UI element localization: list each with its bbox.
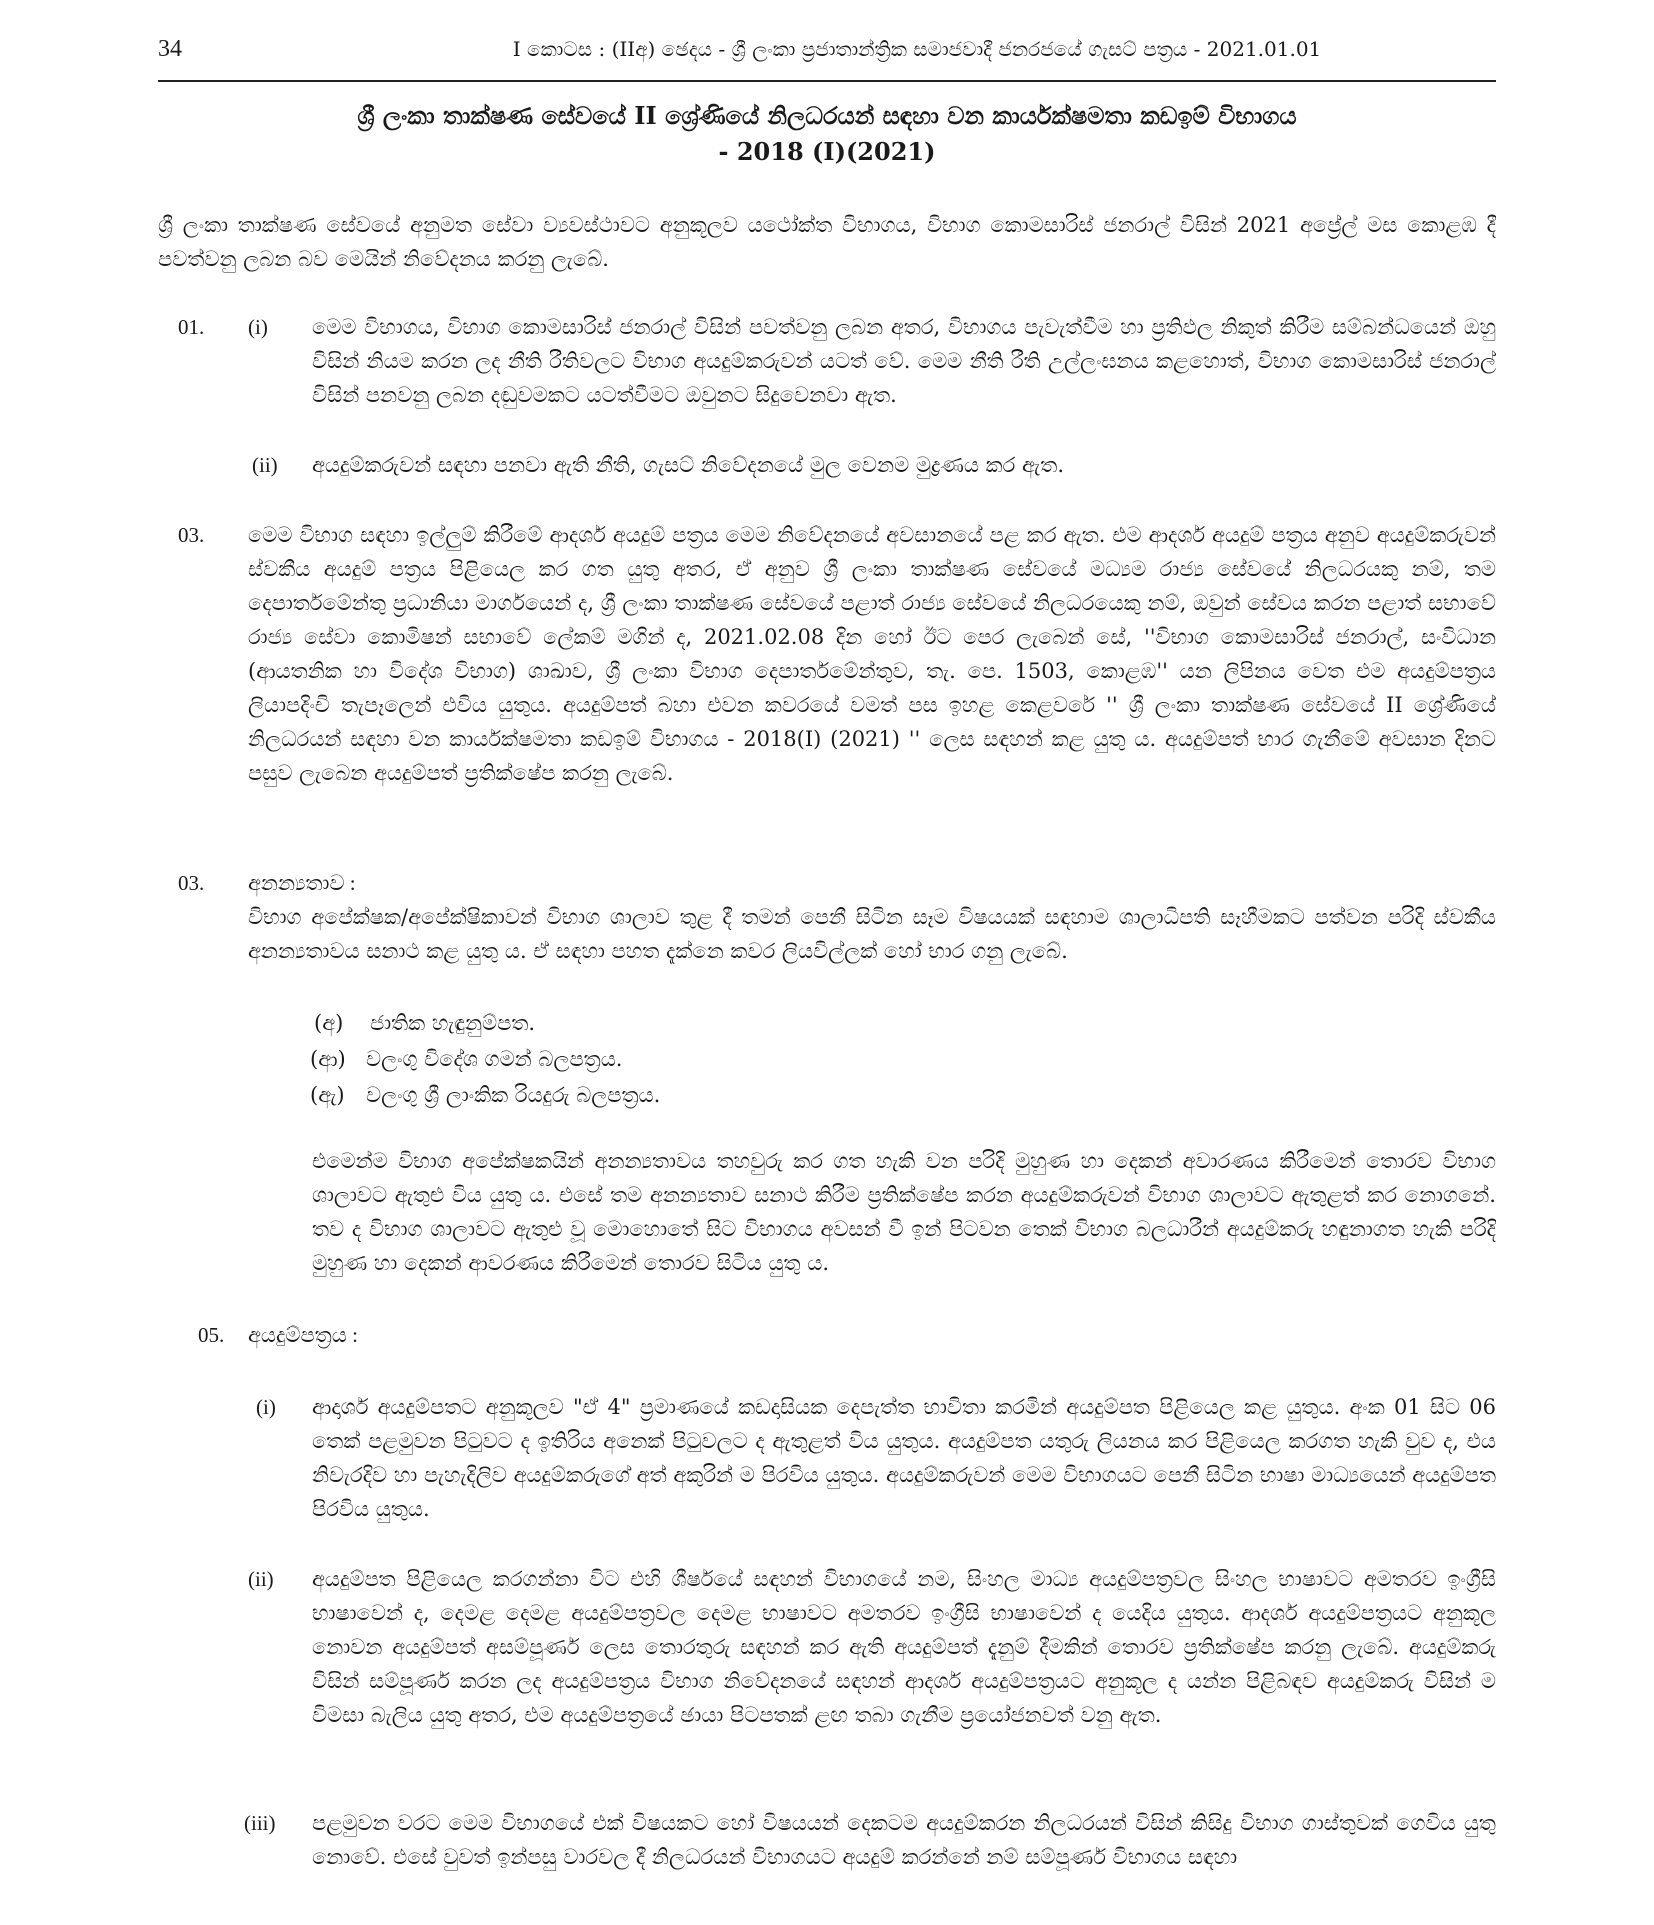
section-3-text-1: විභාග අපේක්ෂක/අපේක්ෂිකාවන් විභාග ශාලාව තුළ දී තමන් පෙනී සිටින සෑම විෂයයක් සඳහාම ශාලාධිපති සෑහීමකට පත්වන පරිදි ස්වකීය අනන්‍යතාවය සනාථ කළ යුතු ය. ඒ සඳහා පහත දැක්නෙ කවර ලියවිල්ලක් හෝ භාර ගනු ලැබේ. (248, 905, 1496, 963)
section-5-iii-text: පළමුවන වරට මෙම විභාගයේ එක් විෂයකට හෝ විෂයයන් දෙකටම අයදුම්කරන නිලධරයන් විසින් කිසිදු විභාග ගාස්තුවක් ගෙවිය යුතු නොවේ. එසේ වුවත් ඉන්පසු වාරවල දී නිලධරයන් විභාගයට අයදුම් කරන්නේ නම් සම්පූර්ණ විභාගය සඳහා (312, 1811, 1496, 1869)
section-3-number: 03. (178, 871, 205, 895)
notice-title-line-2: - 2018 (I)(2021) (718, 137, 936, 166)
section-1-ii-label: (ii) (252, 453, 278, 477)
identity-doc-label: (ආ) (310, 1047, 346, 1071)
section-1-i-text: මෙම විභාගය, විභාග කොමසාරිස් ජනරාල් විසින් පවත්වනු ලබන අතර, විභාගය පැවැත්වීම හා ප්‍රතිඵල නිකුත් කිරීම සම්බන්ධයෙන් ඔහු විසින් නියම කරන ලද නීති රීතිවලට විභාග අයදුම්කරුවන් යටත් වේ. මෙම නීති රීති උල්ලංඝනය කළහොත්, විභාග කොමසාරිස් ජනරාල් විසින් පනවනු ලබන දඬුවමකට යටත්වීමට ඔවුනට සිදුවෙනවා ඇත. (312, 315, 1496, 407)
section-5-heading: අයදුම්පත්‍රය : (248, 1323, 358, 1347)
notice-title-line-1: ශ්‍රී ලංකා තාක්ෂණ සේවයේ II ශ්‍රේණියේ නිලධරයන් සඳහා වන කාර්යක්ෂමතා කඩඉම් විභාගය (357, 101, 1297, 130)
section-3-heading: අනන්‍යතාව : (248, 871, 356, 895)
section-3-text-2: එමෙන්ම විභාග අපේක්ෂකයින් අනන්‍යතාවය තහවුරු කර ගත හැකි වන පරිදි මුහුණ හා දෙකන් අවාරණය කිරීමෙන් තොරව විභාග ශාලාවට ඇතුළු විය යුතු ය. එසේ තම අනන්‍යතාව සනාථ කිරීම ප්‍රතික්ෂේප කරන අයදුම්කරුවන් විභාග ශාලාවට ඇතුළත් කර නොගනේ. තව ද විභාග ශාලාවට ඇතුළු වූ මොහොතේ සිට විභාගය අවසන් වී ඉන් පිටවන තෙක් විභාග බලධාරීන් අයදුම්කරු හඳුනාගත හැකි පරිදි මුහුණ හා දෙකන් ආවරණය කිරීමෙන් තොරව සිටිය යුතු ය. (312, 1149, 1496, 1275)
identity-doc-item (310, 1042, 622, 1076)
section-5-iii-label: (iii) (244, 1811, 276, 1835)
identity-doc-label: (අ) (314, 1011, 344, 1035)
identity-doc-text: ජාතික හැඳුනුම්පත. (370, 1011, 536, 1035)
identity-doc-item (314, 1006, 535, 1040)
identity-doc-item (310, 1078, 660, 1112)
section-5-number: 05. (198, 1323, 225, 1347)
section-2-text: මෙම විභාග සඳහා ඉල්ලුම් කිරීමේ ආදර්ශ අයදුම් පත්‍රය මෙම නිවේදනයේ අවසානයේ පළ කර ඇත. එම ආදර්ශ අයදුම් පත්‍රය අනුව අයදුම්කරුවන් ස්වකීය අයදුම් පත්‍රය පිළියෙල කර ගත යුතු අතර, ඒ අනුව ශ්‍රී ලංකා තාක්ෂණ සේවයේ මධ්‍යම රාජ්‍ය සේවයේ නිලධරයකු නම්, තම දෙපාර්තමේන්තු ප්‍රධානියා මාර්ගයෙන් ද, ශ්‍රී ලංකා තාක්ෂණ සේවයේ පළාත් රාජ්‍ය සේවයේ නිලධරයෙකු නම්, ඔවුන් සේවය කරන පළාත් සභාවේ රාජ්‍ය සේවා කොමිෂන් සභාවේ ලේකම් මගින් ද, 2021.02.08 දින හෝ ඊට පෙර ලැබෙන් සේ, ''විභාග කොමසාරිස් ජනරාල්, සංවිධාන (ආයතනික හා විදේශ විභාග) ශාඛාව, ශ්‍රී ලංකා විභාග දෙපාර්තමේන්තුව, තැ. පෙ. 1503, කොළඹ'' යන ලිපිනය වෙත එම අයදුම්පත්‍රය ලියාපදිංචි තැපෑලෙන් එවිය යුතුය. අයදුම්පත් බහා එවන කවරයේ වමත් පස ඉහළ කෙළවරේ '' ශ්‍රී ලංකා තාක්ෂණ සේවයේ II ශ්‍රේණියේ නිලධරයන් සඳහා වන කාර්යක්ෂමතා කඩඉම් විභාගය - 2018(I) (2021) '' ලෙස සඳහන් කළ යුතු ය. අයදුම්පත් භාර ගැනීමේ අවසාන දිනට පසුව ලැබෙන අයදුම්පත් ප්‍රතික්ෂේප කරනු ලැබේ. (248, 523, 1496, 785)
section-5-i-label: (i) (256, 1395, 276, 1419)
section-1-ii-text: අයදුම්කරුවන් සඳහා පනවා ඇති නීති, ගැසට් නිවේදනයේ මුල වෙනම මුද්‍රණය කර ඇත. (312, 453, 1064, 477)
section-5-i-text: ආදාර්ශ අයදුම්පතට අනුකූලව "ඒ 4" ප්‍රමාණයේ කඩදාසියක දෙපැත්ත භාවිතා කරමින් අයදුම්පත පිළියෙල කළ යුතුය. අංක 01 සිට 06 තෙක් පළමුවන පිටුවට ද ඉතිරිය අනෙක් පිටුවලට ද ඇතුළත් විය යුතුය. අයදුම්පත යතුරු ලියනය කර පිළියෙල කරගත හැකි වුව ද, එය නිවැරදිව හා පැහැදිලිව අයදුම්කරුගේ අත් අකුරින් ම පිරවිය යුතුය. අයදුම්කරුවන් මෙම විභාගයට පෙනී සිටින භාෂා මාධ්‍යයෙන් අයදුම්පත පිරවිය යුතුය. (312, 1395, 1496, 1521)
running-header-bar (158, 30, 1496, 82)
section-5-ii-text: අයදුම්පත පිළියෙල කරගන්නා විට එහි ශීර්ෂයේ සඳහන් විභාගයේ නම, සිංහල මාධ්‍ය අයදුම්පත්‍රවල සිංහල භාෂාවට අමතරව ඉංග්‍රීසි භාෂාවෙන් ද, දෙමළ දෙමළ අයදුම්පත්‍රවල දෙමළ භාෂාවට අමතරව ඉංග්‍රීසි භාෂාවෙන් ද යෙදිය යුතුය. ආදර්ශ අයදුම්පත්‍රයට අනුකූල නොවන අයදුම්පත් අසම්පූර්ණ ලෙස තොරතුරු සඳහන් කර ඇති අයදුම්පත් දැනුම් දීමකින් තොරව ප්‍රතික්ෂේප කරනු ලැබේ. අයදුම්කරු විසින් සම්පූර්ණ කරන ලද අයදුම්පත්‍රය විභාග නිවේදනයේ සඳහන් ආදර්ශ අයදුම්පත්‍රයට අනුකූල ද යන්න පිළිබඳව අයදුම්කරු විසින් ම විමසා බැලිය යුතු අතර, එම අයදුම්පත්‍රයේ ඡායා පිටපතක් ළඟ තබා ගැනීම ප්‍රයෝජනවත් වනු ඇත. (312, 1567, 1496, 1727)
section-1-i-label: (i) (248, 315, 268, 339)
section-1-number: 01. (178, 315, 205, 339)
intro-paragraph: ශ්‍රී ලංකා තාක්ෂණ සේවයේ අනුමත සේවා ව්‍යවස්ථාවට අනුකූලව යථෝක්ත විභාගය, විභාග කොමසාරිස් ජනරාල් විසින් 2021 අප්‍රේල් මස කොළඹ දී පවත්වනු ලබන බව මෙයින් නිවේදනය කරනු ලැබේ. (158, 213, 1496, 271)
section-5-ii-label: (ii) (248, 1567, 274, 1591)
running-header: I කොටස : (IIඅ) ඡෙදය - ශ්‍රී ලංකා ප්‍රජාතාන්ත්‍රික සමාජවාදී ජනරජයේ ගැසට් පත්‍රය - 2021.01.01 (512, 37, 1322, 61)
identity-doc-label: (ඇ) (310, 1083, 345, 1107)
section-2-number: 03. (178, 523, 205, 547)
page-number: 34 (158, 36, 182, 62)
identity-doc-text: වලංගු විදේශ ගමන් බලපත්‍රය. (366, 1047, 623, 1071)
identity-doc-text: වලංගු ශ්‍රී ලාංකික රියදුරු බලපත්‍රය. (366, 1083, 661, 1107)
notice-title (200, 98, 1454, 170)
